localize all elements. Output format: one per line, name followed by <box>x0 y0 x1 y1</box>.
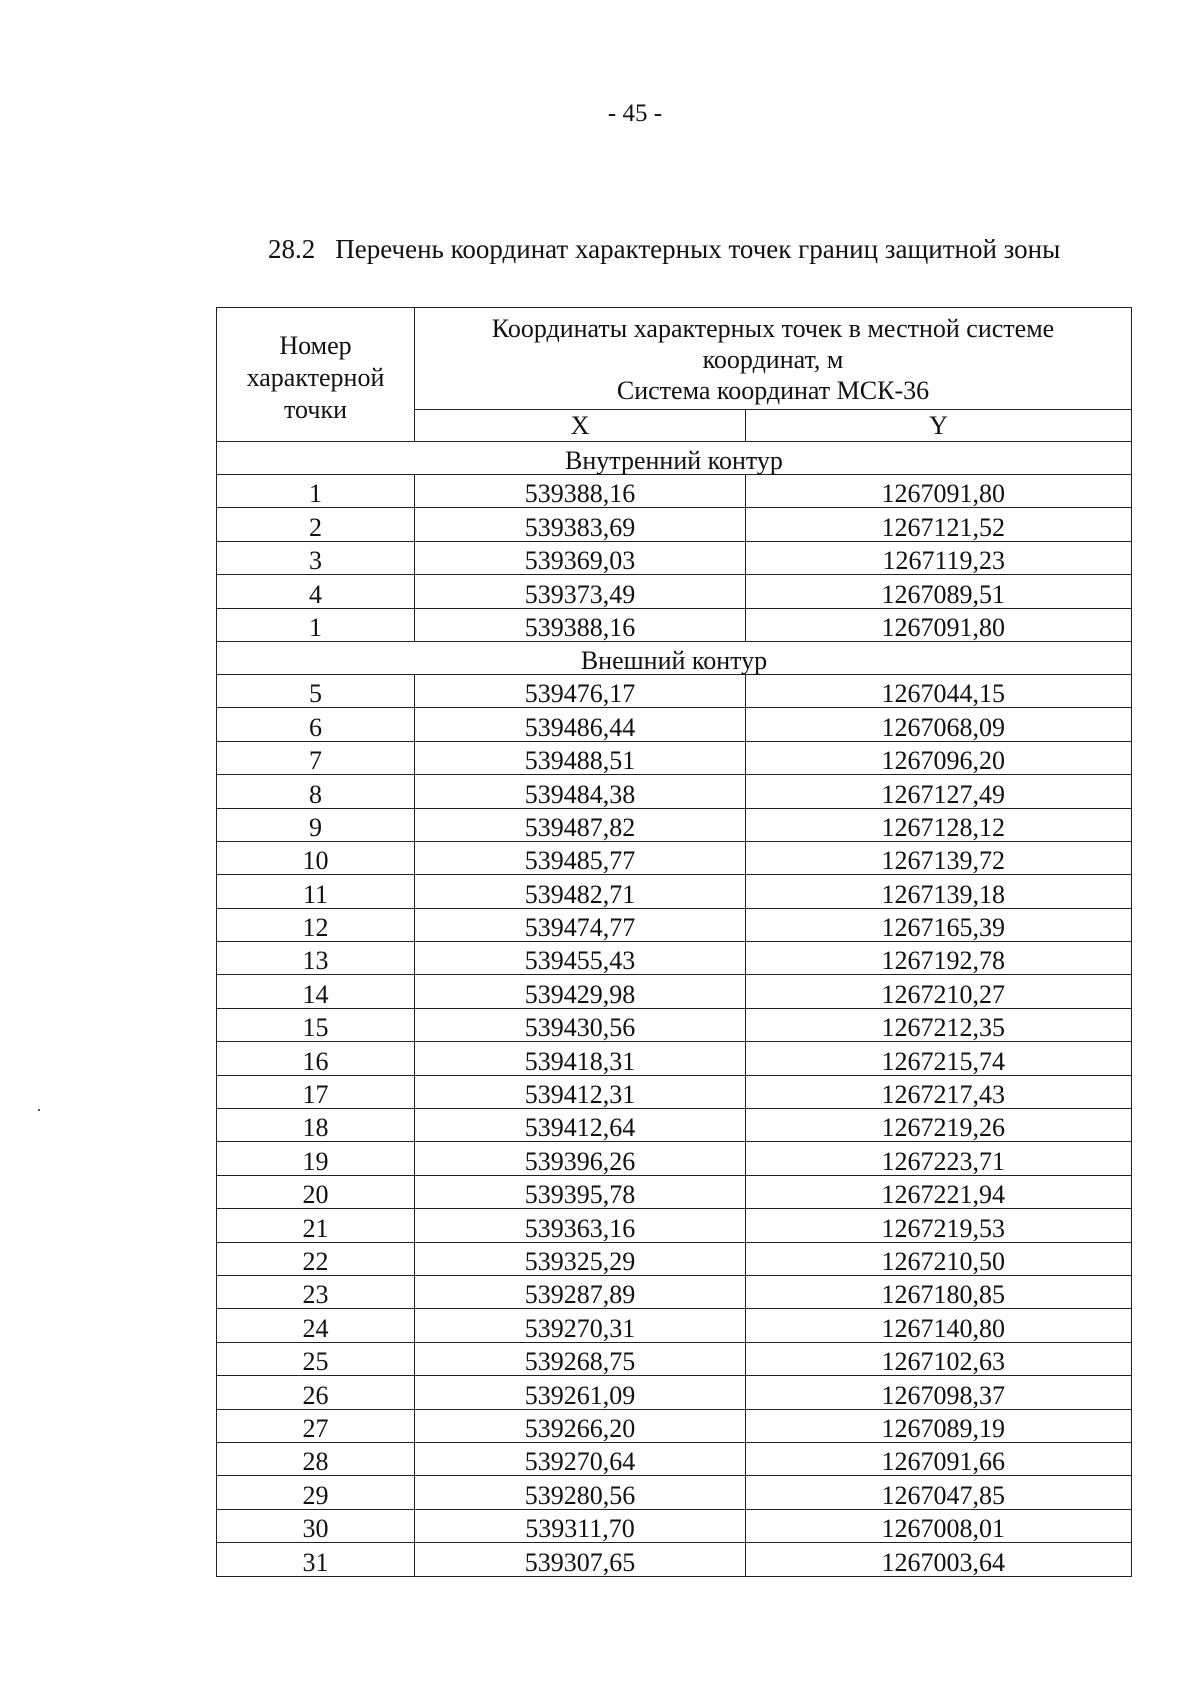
y-coordinate-cell: 1267217,43 <box>746 1075 1132 1108</box>
table-row <box>217 1409 1132 1442</box>
page-number: - 45 - <box>607 100 663 127</box>
table-row <box>217 1042 1132 1075</box>
table-row <box>217 1008 1132 1041</box>
point-number-cell: 11 <box>217 875 415 908</box>
section-row <box>217 442 1132 475</box>
table-row <box>217 575 1132 608</box>
header-point-number <box>217 308 415 442</box>
x-coordinate-cell: 539369,03 <box>415 541 746 574</box>
x-coordinate-cell: 539476,17 <box>415 674 746 707</box>
table-row <box>217 741 1132 774</box>
header-point-number-line: точки <box>284 394 347 424</box>
y-coordinate-cell: 1267102,63 <box>746 1342 1132 1375</box>
y-coordinate-cell: 1267165,39 <box>746 908 1132 941</box>
point-number-cell: 22 <box>217 1242 415 1275</box>
point-number-cell: 31 <box>217 1543 415 1576</box>
point-number-cell: 15 <box>217 1008 415 1041</box>
table-row <box>217 1142 1132 1175</box>
point-number-cell: 23 <box>217 1275 415 1308</box>
x-coordinate-cell: 539412,64 <box>415 1109 746 1142</box>
x-coordinate-cell: 539395,78 <box>415 1175 746 1208</box>
table-row <box>217 1476 1132 1509</box>
table-row <box>217 1209 1132 1242</box>
table-row <box>217 775 1132 808</box>
y-coordinate-cell: 1267139,72 <box>746 841 1132 874</box>
table-row <box>217 1109 1132 1142</box>
table-row <box>217 1509 1132 1542</box>
header-point-number-line: Номер <box>279 330 352 360</box>
x-coordinate-cell: 539311,70 <box>415 1509 746 1542</box>
x-coordinate-cell: 539307,65 <box>415 1543 746 1576</box>
y-coordinate-cell: 1267223,71 <box>746 1142 1132 1175</box>
y-coordinate-cell: 1267089,19 <box>746 1409 1132 1442</box>
point-number-cell: 1 <box>217 475 415 508</box>
section-row <box>217 641 1132 674</box>
x-coordinate-cell: 539396,26 <box>415 1142 746 1175</box>
x-coordinate-cell: 539287,89 <box>415 1275 746 1308</box>
point-number-cell: 14 <box>217 975 415 1008</box>
x-coordinate-cell: 539280,56 <box>415 1476 746 1509</box>
point-number-cell: 21 <box>217 1209 415 1242</box>
table-row <box>217 475 1132 508</box>
y-coordinate-cell: 1267089,51 <box>746 575 1132 608</box>
x-coordinate-cell: 539430,56 <box>415 1008 746 1041</box>
section-heading <box>268 234 1060 265</box>
y-coordinate-cell: 1267219,26 <box>746 1109 1132 1142</box>
x-coordinate-cell: 539363,16 <box>415 1209 746 1242</box>
x-coordinate-cell: 539266,20 <box>415 1409 746 1442</box>
y-coordinate-cell: 1267091,80 <box>746 608 1132 641</box>
point-number-cell: 8 <box>217 775 415 808</box>
section-number: 28.2 <box>268 234 316 264</box>
y-coordinate-cell: 1267210,27 <box>746 975 1132 1008</box>
x-coordinate-cell: 539373,49 <box>415 575 746 608</box>
x-coordinate-cell: 539429,98 <box>415 975 746 1008</box>
y-coordinate-cell: 1267215,74 <box>746 1042 1132 1075</box>
y-coordinate-cell: 1267180,85 <box>746 1275 1132 1308</box>
table-row <box>217 508 1132 541</box>
section-title: Перечень координат характерных точек границ защитной зоны <box>335 234 1061 264</box>
point-number-cell: 3 <box>217 541 415 574</box>
header-point-number-line: характерной <box>246 362 385 392</box>
table-row <box>217 1442 1132 1475</box>
point-number-cell: 28 <box>217 1442 415 1475</box>
y-coordinate-cell: 1267068,09 <box>746 708 1132 741</box>
table-row <box>217 841 1132 874</box>
point-number-cell: 12 <box>217 908 415 941</box>
x-coordinate-cell: 539474,77 <box>415 908 746 941</box>
x-coordinate-cell: 539484,38 <box>415 775 746 808</box>
point-number-cell: 13 <box>217 942 415 975</box>
table-row <box>217 608 1132 641</box>
x-coordinate-cell: 539486,44 <box>415 708 746 741</box>
x-coordinate-cell: 539325,29 <box>415 1242 746 1275</box>
y-coordinate-cell: 1267008,01 <box>746 1509 1132 1542</box>
point-number-cell: 18 <box>217 1109 415 1142</box>
y-coordinate-cell: 1267119,23 <box>746 541 1132 574</box>
y-coordinate-cell: 1267096,20 <box>746 741 1132 774</box>
header-coordinates <box>415 308 1132 410</box>
x-coordinate-cell: 539388,16 <box>415 608 746 641</box>
y-coordinate-cell: 1267140,80 <box>746 1309 1132 1342</box>
table-body <box>217 442 1132 1577</box>
header-y: Y <box>746 410 1132 442</box>
x-coordinate-cell: 539482,71 <box>415 875 746 908</box>
y-coordinate-cell: 1267192,78 <box>746 942 1132 975</box>
table-row <box>217 708 1132 741</box>
x-coordinate-cell: 539418,31 <box>415 1042 746 1075</box>
point-number-cell: 25 <box>217 1342 415 1375</box>
table-row <box>217 908 1132 941</box>
section-title: Внешний контур <box>217 641 1132 674</box>
table-row <box>217 1275 1132 1308</box>
y-coordinate-cell: 1267221,94 <box>746 1175 1132 1208</box>
y-coordinate-cell: 1267121,52 <box>746 508 1132 541</box>
x-coordinate-cell: 539487,82 <box>415 808 746 841</box>
x-coordinate-cell: 539270,31 <box>415 1309 746 1342</box>
y-coordinate-cell: 1267044,15 <box>746 674 1132 707</box>
x-coordinate-cell: 539388,16 <box>415 475 746 508</box>
x-coordinate-cell: 539268,75 <box>415 1342 746 1375</box>
y-coordinate-cell: 1267098,37 <box>746 1376 1132 1409</box>
section-title: Внутренний контур <box>217 442 1132 475</box>
y-coordinate-cell: 1267212,35 <box>746 1008 1132 1041</box>
y-coordinate-cell: 1267219,53 <box>746 1209 1132 1242</box>
point-number-cell: 24 <box>217 1309 415 1342</box>
point-number-cell: 16 <box>217 1042 415 1075</box>
header-coordinates-line: координат, м <box>702 345 844 374</box>
y-coordinate-cell: 1267047,85 <box>746 1476 1132 1509</box>
point-number-cell: 30 <box>217 1509 415 1542</box>
table-row <box>217 541 1132 574</box>
table-row <box>217 942 1132 975</box>
point-number-cell: 10 <box>217 841 415 874</box>
header-coordinates-line: Координаты характерных точек в местной системе <box>491 314 1055 343</box>
header-x: X <box>415 410 746 442</box>
point-number-cell: 7 <box>217 741 415 774</box>
table-row <box>217 1376 1132 1409</box>
point-number-cell: 5 <box>217 674 415 707</box>
y-coordinate-cell: 1267091,80 <box>746 475 1132 508</box>
point-number-cell: 9 <box>217 808 415 841</box>
point-number-cell: 17 <box>217 1075 415 1108</box>
table-row <box>217 1242 1132 1275</box>
x-coordinate-cell: 539485,77 <box>415 841 746 874</box>
point-number-cell: 26 <box>217 1376 415 1409</box>
y-coordinate-cell: 1267127,49 <box>746 775 1132 808</box>
point-number-cell: 29 <box>217 1476 415 1509</box>
y-coordinate-cell: 1267210,50 <box>746 1242 1132 1275</box>
scan-speck <box>38 1109 40 1111</box>
x-coordinate-cell: 539412,31 <box>415 1075 746 1108</box>
y-coordinate-cell: 1267091,66 <box>746 1442 1132 1475</box>
table-row <box>217 875 1132 908</box>
table-row <box>217 1543 1132 1576</box>
table-row <box>217 1342 1132 1375</box>
point-number-cell: 20 <box>217 1175 415 1208</box>
table-row <box>217 1075 1132 1108</box>
y-coordinate-cell: 1267003,64 <box>746 1543 1132 1576</box>
x-coordinate-cell: 539261,09 <box>415 1376 746 1409</box>
table-row <box>217 808 1132 841</box>
table-row <box>217 1175 1132 1208</box>
x-coordinate-cell: 539383,69 <box>415 508 746 541</box>
point-number-cell: 27 <box>217 1409 415 1442</box>
table-row <box>217 1309 1132 1342</box>
table-row <box>217 674 1132 707</box>
point-number-cell: 19 <box>217 1142 415 1175</box>
x-coordinate-cell: 539270,64 <box>415 1442 746 1475</box>
point-number-cell: 1 <box>217 608 415 641</box>
point-number-cell: 2 <box>217 508 415 541</box>
header-coordinates-line: Система координат МСК-36 <box>616 376 930 405</box>
x-coordinate-cell: 539455,43 <box>415 942 746 975</box>
y-coordinate-cell: 1267139,18 <box>746 875 1132 908</box>
y-coordinate-cell: 1267128,12 <box>746 808 1132 841</box>
point-number-cell: 6 <box>217 708 415 741</box>
x-coordinate-cell: 539488,51 <box>415 741 746 774</box>
table-row <box>217 975 1132 1008</box>
point-number-cell: 4 <box>217 575 415 608</box>
coordinates-table <box>216 307 1132 1577</box>
